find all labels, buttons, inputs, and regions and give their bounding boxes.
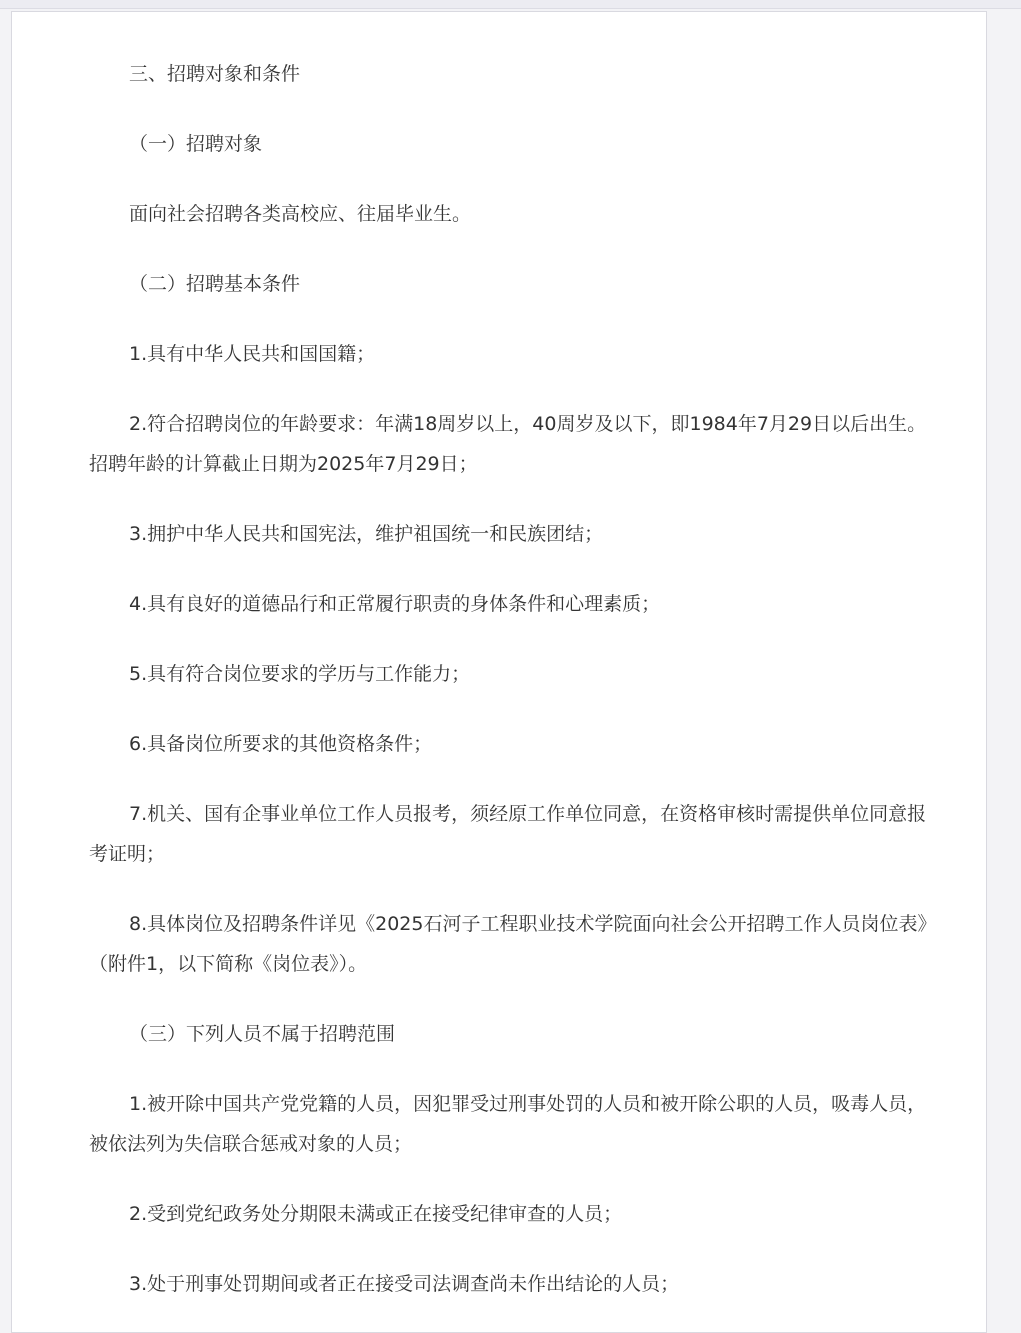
condition-item-5: 5.具有符合岗位要求的学历与工作能力； <box>129 663 471 685</box>
section-heading: 三、招聘对象和条件 <box>129 63 301 85</box>
exclusion-item-3: 3.处于刑事处罚期间或者正在接受司法调查尚未作出结论的人员； <box>129 1273 680 1295</box>
condition-item-2: 2.符合招聘岗位的年龄要求：年满18周岁以上，40周岁及以下，即1984年7月29日以后出生。招聘年龄的计算截止日期为2025年7月29日； <box>89 413 927 475</box>
condition-item-8: 8.具体岗位及招聘条件详见《2025石河子工程职业技术学院面向社会公开招聘工作人员岗位表》（附件1，以下简称《岗位表》）。 <box>89 913 937 975</box>
condition-item-1: 1.具有中华人民共和国国籍； <box>129 343 376 365</box>
subsection-heading-2: （二）招聘基本条件 <box>129 273 301 295</box>
condition-item-6: 6.具备岗位所要求的其他资格条件； <box>129 733 433 755</box>
document-page <box>11 11 987 1333</box>
exclusion-item-2: 2.受到党纪政务处分期限未满或正在接受纪律审查的人员； <box>129 1203 623 1225</box>
window-top-bar <box>0 0 1021 9</box>
subsection-heading-3: （三）下列人员不属于招聘范围 <box>129 1023 396 1045</box>
condition-item-4: 4.具有良好的道德品行和正常履行职责的身体条件和心理素质； <box>129 593 661 615</box>
condition-item-3: 3.拥护中华人民共和国宪法，维护祖国统一和民族团结； <box>129 523 604 545</box>
paragraph-recruit-target: 面向社会招聘各类高校应、往届毕业生。 <box>129 203 472 225</box>
subsection-heading-1: （一）招聘对象 <box>129 133 263 155</box>
exclusion-item-1: 1.被开除中国共产党党籍的人员，因犯罪受过刑事处罚的人员和被开除公职的人员，吸毒人员，被依法列为失信联合惩戒对象的人员； <box>89 1093 927 1155</box>
document-content <box>89 54 941 1304</box>
condition-item-7: 7.机关、国有企事业单位工作人员报考，须经原工作单位同意，在资格审核时需提供单位同意报考证明； <box>89 803 927 865</box>
